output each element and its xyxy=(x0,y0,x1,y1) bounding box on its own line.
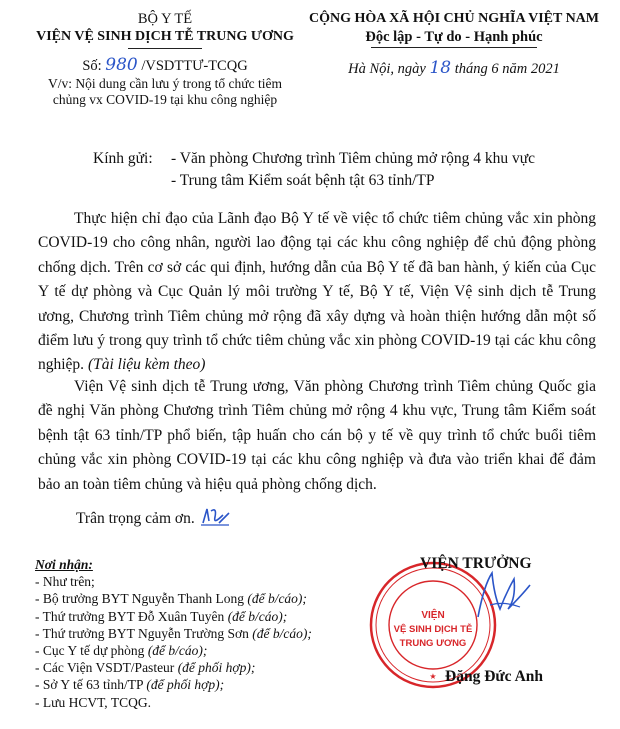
stamp-line-1: VIỆN xyxy=(421,610,445,621)
handwritten-signature xyxy=(470,565,540,625)
initials-mark xyxy=(199,505,233,527)
distribution-item: - Các Viện VSDT/Pasteur (để phối hợp); xyxy=(35,660,256,676)
handwritten-day: 18 xyxy=(429,58,452,78)
signer-title: VIỆN TRƯỞNG xyxy=(420,555,532,572)
body-paragraph-1: Thực hiện chỉ đạo của Lãnh đạo Bộ Y tế về việc tổ chức tiêm chủng vắc xin phòng COVID-19 cho công nhân, người lao động tại các khu công nghiệp để chủ động phòng chống dịch. Trên cơ sở các qui định, hướng dẫn của Bộ Y tế đã ban hành, ý kiến của Cục Y tế dự phòng và Cục Quản lý môi trường Y tế, Bộ Y tế, Viện Vệ sinh dịch tễ Trung ương, Chương trình Tiêm chủng mở rộng đã xây dựng và hoàn thiện hướng dẫn một số điểm lưu ý trong quy trình tổ chức tiêm chủng vắc xin phòng COVID-19 tại các khu công nghiệp. (Tài liệu kèm theo) xyxy=(38,210,596,374)
distribution-item: - Thứ trưởng BYT Đỗ Xuân Tuyên (để b/cáo); xyxy=(35,608,288,624)
issuer-underline xyxy=(128,48,202,49)
distribution-item: - Sở Y tế 63 tỉnh/TP (để phối hợp); xyxy=(35,677,225,693)
recipients xyxy=(93,148,535,192)
motto-underline xyxy=(371,47,537,48)
recipient-item: - Trung tâm Kiểm soát bệnh tật 63 tỉnh/TP xyxy=(171,172,435,189)
distribution-title: Nơi nhận: xyxy=(35,557,93,572)
attachment-note: (Tài liệu kèm theo) xyxy=(87,356,206,374)
handwritten-number: 980 xyxy=(105,55,138,75)
subject-line-1: V/v: Nội dung cần lưu ý trong tổ chức tiêm xyxy=(48,76,282,91)
distribution-item: - Lưu HCVT, TCQG. xyxy=(35,694,151,710)
subject-line-2: chủng vx COVID-19 tại khu công nghiệp xyxy=(52,92,278,107)
document-date: Hà Nội, ngày 18 tháng 6 năm 2021 xyxy=(348,58,560,78)
distribution-list xyxy=(35,556,312,711)
recipients-label: Kính gửi: xyxy=(93,150,153,167)
issuer-block xyxy=(30,10,300,108)
recipient-item: - Văn phòng Chương trình Tiêm chủng mở rộng 4 khu vực xyxy=(171,150,536,167)
motto: Độc lập - Tự do - Hạnh phúc xyxy=(365,29,543,45)
distribution-item: - Như trên; xyxy=(35,574,95,590)
body-paragraph-2: Viện Vệ sinh dịch tễ Trung ương, Văn phòng Chương trình Tiêm chủng Quốc gia đề nghị Văn phòng Chương trình Tiêm chủng mở rộng 4 khu vực, Trung tâm Kiểm soát bệnh tật 63 tỉnh/TP phổ biến, tập huấn cho cán bộ y tế về quy trình tổ chức buổi tiêm chủng vắc xin phòng COVID-19 tại các khu công nghiệp và đưa vào triển khai để đảm bảo an toàn tiêm chủng và hiệu quả phòng chống dịch. xyxy=(38,378,596,493)
signer-name: Đặng Đức Anh xyxy=(445,668,544,685)
document-number: Số: 980 /VSDTTƯ-TCQG xyxy=(82,55,248,75)
closing-line: Trân trọng cảm ơn. xyxy=(76,505,233,530)
country-name: CỘNG HÒA XÃ HỘI CHỦ NGHĨA VIỆT NAM xyxy=(308,11,599,26)
national-header xyxy=(298,10,610,79)
stamp-line-2: VỆ SINH DỊCH TỄ xyxy=(393,624,473,635)
institute-name: VIỆN VỆ SINH DỊCH TỄ TRUNG ƯƠNG xyxy=(36,29,294,44)
ministry-name: BỘ Y TẾ xyxy=(137,11,193,27)
distribution-item: - Bộ trưởng BYT Nguyễn Thanh Long (để b/cáo); xyxy=(35,591,307,607)
distribution-item: - Thứ trưởng BYT Nguyễn Trường Sơn (để b/cáo); xyxy=(35,625,312,641)
svg-text:★: ★ xyxy=(429,672,437,681)
distribution-item: - Cục Y tế dự phòng (để b/cáo); xyxy=(35,643,208,659)
stamp-line-3: TRUNG ƯƠNG xyxy=(399,638,467,649)
